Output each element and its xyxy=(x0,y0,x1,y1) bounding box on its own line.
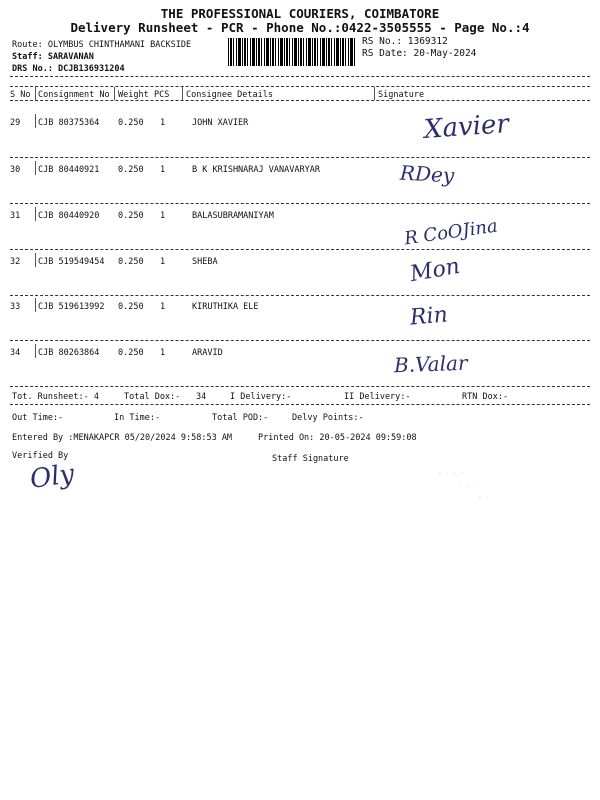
row-consignee: B K KRISHNARAJ VANAVARYAR xyxy=(192,165,320,175)
col-divider xyxy=(114,87,115,100)
row-consignment: CJB 519613992 xyxy=(38,302,105,312)
col-divider xyxy=(35,207,36,221)
scan-noise: · · · · xyxy=(438,470,464,477)
row-sno: 29 xyxy=(10,118,21,128)
barcode-image xyxy=(228,38,356,66)
row-consignment: CJB 80440920 xyxy=(38,211,100,221)
row-consignee: KIRUTHIKA ELE xyxy=(192,302,259,312)
row-pcs: 1 xyxy=(160,302,166,312)
row-weight: 0.250 xyxy=(118,257,144,267)
col-header-signature: Signature xyxy=(378,90,425,100)
signature-image: R CoOJina xyxy=(402,215,499,250)
delvy-points-label: Delvy Points:- xyxy=(292,413,364,423)
row-consignee: JOHN XAVIER xyxy=(192,118,249,128)
row-divider xyxy=(10,249,590,250)
divider xyxy=(10,404,590,405)
runsheet-subtitle: Delivery Runsheet - PCR - Phone No.:0422-3505555 - Page No.:4 xyxy=(70,20,530,35)
row-consignee: ARAVID xyxy=(192,348,223,358)
row-weight: 0.250 xyxy=(118,302,144,312)
row-divider xyxy=(10,203,590,204)
row-consignment: CJB 80375364 xyxy=(38,118,100,128)
col-divider xyxy=(182,87,183,100)
signature-image: B.Valar xyxy=(393,350,468,378)
row-divider xyxy=(10,386,590,387)
row-pcs: 1 xyxy=(160,118,166,128)
verified-by-label: Verified By xyxy=(12,451,69,461)
row-pcs: 1 xyxy=(160,211,166,221)
scan-noise: · · · xyxy=(458,482,477,489)
col-divider xyxy=(374,87,375,100)
row-weight: 0.250 xyxy=(118,348,144,358)
row-sno: 30 xyxy=(10,165,21,175)
verifier-signature-image: Oly xyxy=(28,459,77,495)
route-label: Route: OLYMBUS CHINTHAMANI BACKSIDE xyxy=(12,40,192,50)
col-divider xyxy=(35,253,36,267)
row-sno: 33 xyxy=(10,302,21,312)
col-divider xyxy=(35,87,36,100)
total-dox-value: 34 xyxy=(196,392,207,402)
col-divider xyxy=(35,344,36,358)
row-pcs: 1 xyxy=(160,165,166,175)
ii-delivery-label: II Delivery:- xyxy=(344,392,411,402)
row-weight: 0.250 xyxy=(118,165,144,175)
company-title: THE PROFESSIONAL COURIERS, COIMBATORE xyxy=(160,6,440,21)
row-divider xyxy=(10,295,590,296)
drs-number: DRS No.: DCJB136931204 xyxy=(12,64,125,74)
row-sno: 31 xyxy=(10,211,21,221)
row-consignee: SHEBA xyxy=(192,257,218,267)
printed-on: Printed On: 20-05-2024 09:59:08 xyxy=(258,433,417,443)
signature-image: Rin xyxy=(408,302,449,331)
rs-date: RS Date: 20-May-2024 xyxy=(362,48,477,59)
row-pcs: 1 xyxy=(160,348,166,358)
row-consignee: BALASUBRAMANIYAM xyxy=(192,211,274,221)
entered-by: Entered By :MENAKAPCR 05/20/2024 9:58:53 AM xyxy=(12,433,233,443)
signature-image: Xavier xyxy=(423,109,510,145)
divider xyxy=(10,86,590,87)
divider xyxy=(10,100,590,101)
signature-image: Mon xyxy=(408,253,462,288)
col-divider xyxy=(35,114,36,128)
out-time-label: Out Time:- xyxy=(12,413,64,423)
total-pod-label: Total POD:- xyxy=(212,413,269,423)
in-time-label: In Time:- xyxy=(114,413,161,423)
total-dox-label: Total Dox:- xyxy=(124,392,181,402)
i-delivery-label: I Delivery:- xyxy=(230,392,292,402)
col-divider xyxy=(35,298,36,312)
divider xyxy=(10,76,590,77)
row-weight: 0.250 xyxy=(118,118,144,128)
row-sno: 32 xyxy=(10,257,21,267)
col-header-pcs: PCS xyxy=(154,90,170,100)
row-consignment: CJB 519549454 xyxy=(38,257,105,267)
col-header-consignee: Consignee Details xyxy=(186,90,273,100)
tot-runsheet: Tot. Runsheet:- 4 xyxy=(12,392,99,402)
scan-noise: · · xyxy=(478,494,489,501)
row-weight: 0.250 xyxy=(118,211,144,221)
col-divider xyxy=(35,161,36,175)
staff-signature-label: Staff Signature xyxy=(272,454,349,464)
row-divider xyxy=(10,157,590,158)
rs-number: RS No.: 1369312 xyxy=(362,36,448,47)
col-header-consignment: Consignment No xyxy=(38,90,110,100)
row-consignment: CJB 80440921 xyxy=(38,165,100,175)
row-consignment: CJB 80263864 xyxy=(38,348,100,358)
col-header-sno: S No xyxy=(10,90,31,100)
rtn-dox-label: RTN Dox:- xyxy=(462,392,509,402)
row-sno: 34 xyxy=(10,348,21,358)
row-divider xyxy=(10,340,590,341)
signature-image: RDey xyxy=(399,160,455,188)
staff-label: Staff: SARAVANAN xyxy=(12,52,94,62)
row-pcs: 1 xyxy=(160,257,166,267)
col-header-weight: Weight xyxy=(118,90,149,100)
